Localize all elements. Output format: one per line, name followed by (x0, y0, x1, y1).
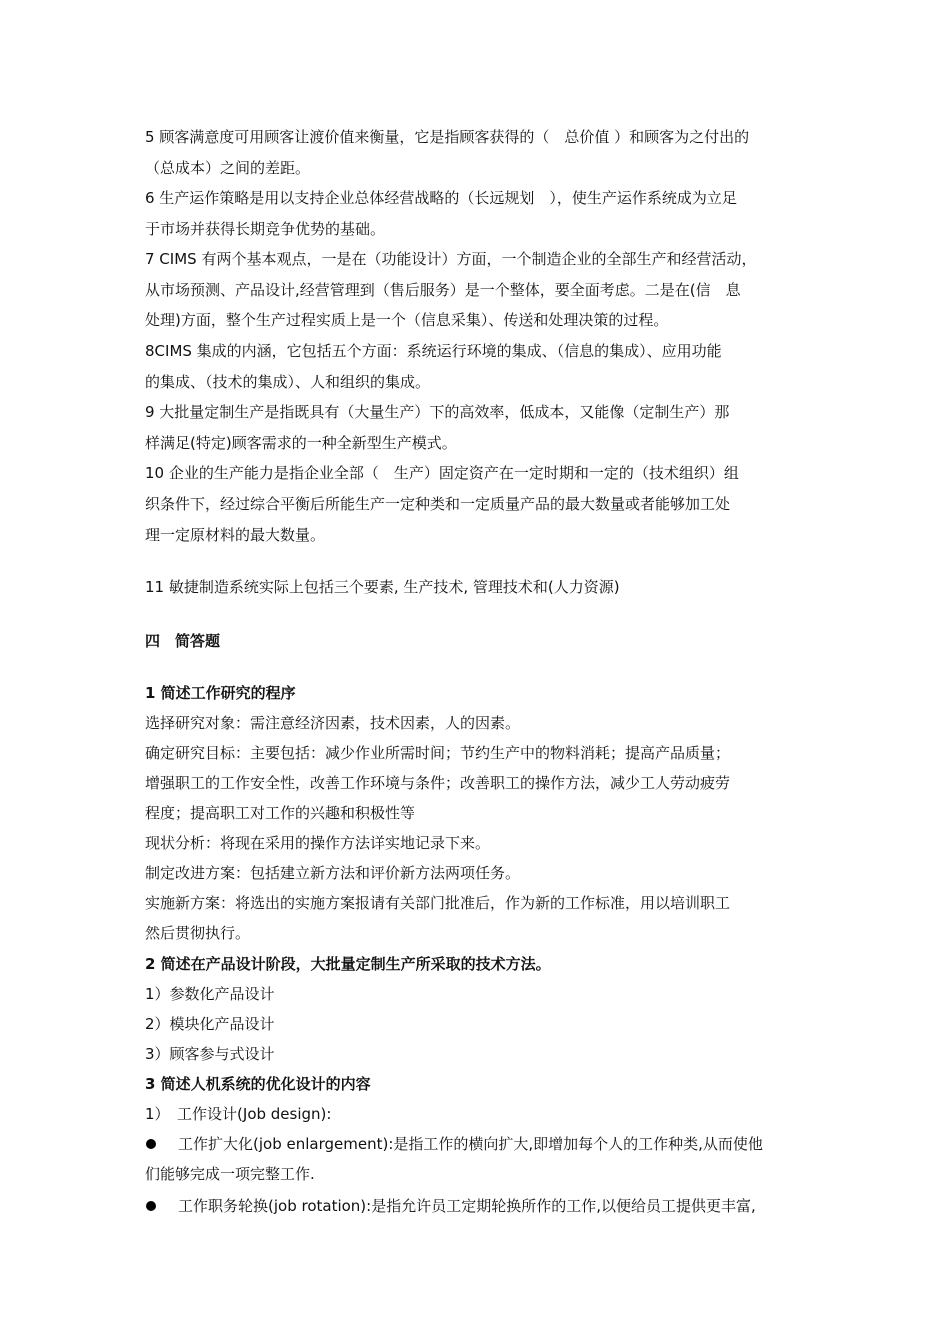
bullet-icon (145, 1134, 157, 1154)
question-heading: 2 简述在产品设计阶段，大批量定制生产所采取的技术方法。 (145, 955, 551, 973)
text-line: 们能够完成一项完整工作. (145, 1165, 315, 1183)
text-line: 处理)方面，整个生产过程实质上是一个（信息采集）、传送和处理决策的过程。 (145, 311, 669, 329)
section-heading: 四 简答题 (145, 632, 221, 650)
text-line: 于市场并获得长期竞争优势的基础。 (145, 220, 386, 238)
list-item: 1）参数化产品设计 (145, 985, 275, 1003)
text-line: 然后贯彻执行。 (145, 924, 251, 942)
text-line: 11 敏捷制造系统实际上包括三个要素, 生产技术, 管理技术和(人力资源) (145, 578, 620, 596)
bullet-icon (145, 1196, 157, 1216)
text-line: （总成本）之间的差距。 (145, 159, 311, 177)
text-line: 6 生产运作策略是用以支持企业总体经营战略的（长远规划 ），使生产运作系统成为立足 (145, 189, 737, 207)
list-item: 2）模块化产品设计 (145, 1015, 275, 1033)
text-line: 增强职工的工作安全性，改善工作环境与条件；改善职工的操作方法，减少工人劳动疲劳 (145, 774, 731, 792)
text-line: 样满足(特定)顾客需求的一种全新型生产模式。 (145, 434, 457, 452)
question-heading: 1 简述工作研究的程序 (145, 684, 296, 702)
list-item: 3）顾客参与式设计 (145, 1045, 275, 1063)
text-line: 7 CIMS 有两个基本观点，一是在（功能设计）方面，一个制造企业的全部生产和经营活动， (145, 250, 757, 268)
bullet-text: 工作扩大化(job enlargement):是指工作的横向扩大,即增加每个人的工作种类,从而使他 (178, 1135, 763, 1153)
text-line: 程度；提高职工对工作的兴趣和积极性等 (145, 804, 416, 822)
text-line: 从市场预测、产品设计,经营管理到（售后服务）是一个整体，要全面考虑。二是在(信 息 (145, 281, 741, 299)
text-line: 8CIMS 集成的内涵，它包括五个方面：系统运行环境的集成、（信息的集成）、应用功能 (145, 342, 722, 360)
text-line: 理一定原材料的最大数量。 (145, 526, 326, 544)
text-line: 选择研究对象：需注意经济因素，技术因素，人的因素。 (145, 714, 521, 732)
text-line: 现状分析：将现在采用的操作方法详实地记录下来。 (145, 834, 491, 852)
text-line: 制定改进方案：包括建立新方法和评价新方法两项任务。 (145, 864, 521, 882)
text-line: 实施新方案：将选出的实施方案报请有关部门批准后，作为新的工作标准，用以培训职工 (145, 894, 731, 912)
text-line: 确定研究目标：主要包括：减少作业所需时间；节约生产中的物料消耗；提高产品质量； (145, 744, 731, 762)
bullet-text: 工作职务轮换(job rotation):是指允许员工定期轮换所作的工作,以便给员工提供更丰富, (178, 1197, 756, 1215)
text-line: 9 大批量定制生产是指既具有（大量生产）下的高效率，低成本，又能像（定制生产）那 (145, 403, 730, 421)
list-item: 1） 工作设计(Job design): (145, 1105, 332, 1123)
text-line: 10 企业的生产能力是指企业全部（ 生产）固定资产在一定时期和一定的（技术组织）组 (145, 464, 739, 482)
text-line: 5 顾客满意度可用顾客让渡价值来衡量，它是指顾客获得的（ 总价值 ）和顾客为之付出的 (145, 128, 750, 146)
text-line: 的集成、（技术的集成）、人和组织的集成。 (145, 373, 431, 391)
question-heading: 3 简述人机系统的优化设计的内容 (145, 1075, 371, 1093)
text-line: 织条件下，经过综合平衡后所能生产一定种类和一定质量产品的最大数量或者能够加工处 (145, 495, 731, 513)
